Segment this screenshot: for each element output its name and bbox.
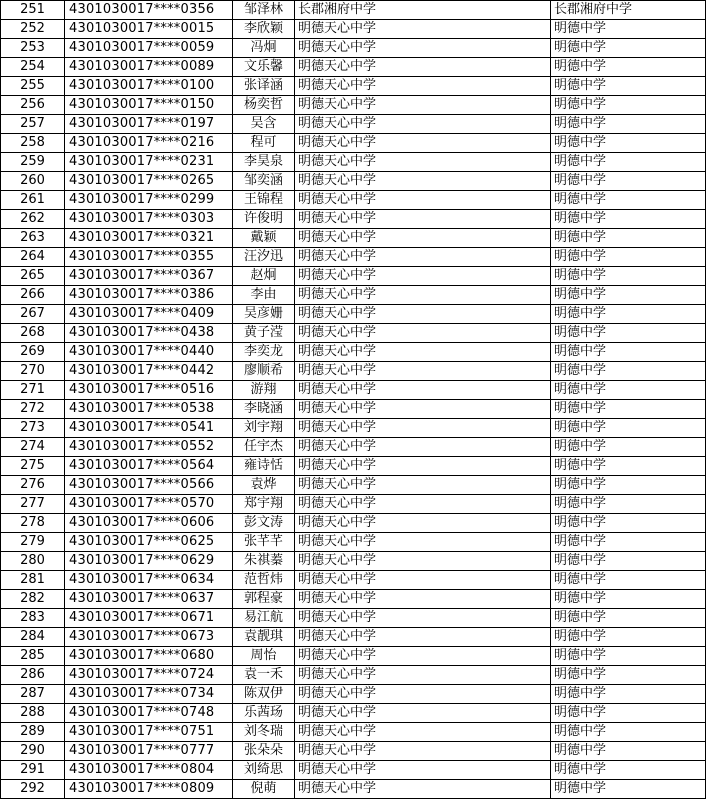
graduating-school-cell: 明德天心中学 xyxy=(295,153,551,172)
graduating-school-cell: 明德天心中学 xyxy=(295,457,551,476)
row-number-cell: 279 xyxy=(1,533,65,552)
row-number-cell: 262 xyxy=(1,210,65,229)
admitted-school-cell: 明德中学 xyxy=(551,229,706,248)
student-id-cell: 4301030017****0634 xyxy=(65,571,233,590)
table-row xyxy=(1,191,706,210)
student-name-cell: 朱祺蓁 xyxy=(233,552,295,571)
table-row xyxy=(1,419,706,438)
table-row xyxy=(1,457,706,476)
student-name-cell: 易江航 xyxy=(233,609,295,628)
graduating-school-cell: 明德天心中学 xyxy=(295,381,551,400)
table-row xyxy=(1,628,706,647)
student-name-cell: 郭程豪 xyxy=(233,590,295,609)
student-id-cell: 4301030017****0299 xyxy=(65,191,233,210)
graduating-school-cell: 明德天心中学 xyxy=(295,419,551,438)
graduating-school-cell: 明德天心中学 xyxy=(295,134,551,153)
graduating-school-cell: 明德天心中学 xyxy=(295,191,551,210)
graduating-school-cell: 明德天心中学 xyxy=(295,229,551,248)
graduating-school-cell: 明德天心中学 xyxy=(295,400,551,419)
student-name-cell: 邹泽林 xyxy=(233,1,295,20)
admitted-school-cell: 明德中学 xyxy=(551,20,706,39)
graduating-school-cell: 明德天心中学 xyxy=(295,666,551,685)
student-id-cell: 4301030017****0680 xyxy=(65,647,233,666)
row-number-cell: 263 xyxy=(1,229,65,248)
row-number-cell: 271 xyxy=(1,381,65,400)
row-number-cell: 292 xyxy=(1,780,65,799)
student-id-cell: 4301030017****0673 xyxy=(65,628,233,647)
row-number-cell: 260 xyxy=(1,172,65,191)
student-name-cell: 许俊明 xyxy=(233,210,295,229)
student-id-cell: 4301030017****0804 xyxy=(65,761,233,780)
student-name-cell: 周怡 xyxy=(233,647,295,666)
row-number-cell: 282 xyxy=(1,590,65,609)
table-row xyxy=(1,20,706,39)
graduating-school-cell: 明德天心中学 xyxy=(295,210,551,229)
student-name-cell: 李晓涵 xyxy=(233,400,295,419)
graduating-school-cell: 明德天心中学 xyxy=(295,609,551,628)
admitted-school-cell: 明德中学 xyxy=(551,514,706,533)
row-number-cell: 255 xyxy=(1,77,65,96)
graduating-school-cell: 明德天心中学 xyxy=(295,571,551,590)
student-name-cell: 倪萌 xyxy=(233,780,295,799)
student-id-cell: 4301030017****0015 xyxy=(65,20,233,39)
graduating-school-cell: 明德天心中学 xyxy=(295,761,551,780)
admitted-school-cell: 明德中学 xyxy=(551,628,706,647)
graduating-school-cell: 明德天心中学 xyxy=(295,723,551,742)
admitted-school-cell: 明德中学 xyxy=(551,58,706,77)
table-row xyxy=(1,153,706,172)
row-number-cell: 267 xyxy=(1,305,65,324)
admitted-school-cell: 明德中学 xyxy=(551,761,706,780)
row-number-cell: 265 xyxy=(1,267,65,286)
graduating-school-cell: 明德天心中学 xyxy=(295,172,551,191)
graduating-school-cell: 明德天心中学 xyxy=(295,438,551,457)
admitted-school-cell: 明德中学 xyxy=(551,552,706,571)
admitted-school-cell: 明德中学 xyxy=(551,438,706,457)
table-body xyxy=(1,1,706,799)
student-id-cell: 4301030017****0606 xyxy=(65,514,233,533)
student-name-cell: 郑宇翔 xyxy=(233,495,295,514)
student-id-cell: 4301030017****0538 xyxy=(65,400,233,419)
student-name-cell: 吴含 xyxy=(233,115,295,134)
student-id-cell: 4301030017****0100 xyxy=(65,77,233,96)
table-row xyxy=(1,552,706,571)
table-row xyxy=(1,742,706,761)
student-id-cell: 4301030017****0059 xyxy=(65,39,233,58)
table-row xyxy=(1,134,706,153)
admitted-school-cell: 明德中学 xyxy=(551,571,706,590)
student-id-cell: 4301030017****0265 xyxy=(65,172,233,191)
table-row xyxy=(1,400,706,419)
table-row xyxy=(1,514,706,533)
admitted-school-cell: 明德中学 xyxy=(551,77,706,96)
cut-off-row xyxy=(0,798,705,803)
row-number-cell: 257 xyxy=(1,115,65,134)
student-id-cell: 4301030017****0671 xyxy=(65,609,233,628)
graduating-school-cell: 明德天心中学 xyxy=(295,476,551,495)
graduating-school-cell: 明德天心中学 xyxy=(295,685,551,704)
admitted-school-cell: 明德中学 xyxy=(551,780,706,799)
row-number-cell: 254 xyxy=(1,58,65,77)
student-name-cell: 袁靓琪 xyxy=(233,628,295,647)
student-name-cell: 陈双伊 xyxy=(233,685,295,704)
student-name-cell: 袁烨 xyxy=(233,476,295,495)
student-id-cell: 4301030017****0356 xyxy=(65,1,233,20)
student-name-cell: 任宇杰 xyxy=(233,438,295,457)
student-id-cell: 4301030017****0409 xyxy=(65,305,233,324)
row-number-cell: 280 xyxy=(1,552,65,571)
graduating-school-cell: 明德天心中学 xyxy=(295,343,551,362)
student-name-cell: 冯炯 xyxy=(233,39,295,58)
table-row xyxy=(1,286,706,305)
student-id-cell: 4301030017****0355 xyxy=(65,248,233,267)
student-name-cell: 张译涵 xyxy=(233,77,295,96)
student-id-cell: 4301030017****0734 xyxy=(65,685,233,704)
table-row xyxy=(1,571,706,590)
student-name-cell: 乐茜玚 xyxy=(233,704,295,723)
admitted-school-cell: 明德中学 xyxy=(551,115,706,134)
student-name-cell: 程可 xyxy=(233,134,295,153)
admitted-school-cell: 明德中学 xyxy=(551,457,706,476)
table-row xyxy=(1,229,706,248)
admitted-school-cell: 明德中学 xyxy=(551,381,706,400)
admitted-school-cell: 明德中学 xyxy=(551,742,706,761)
student-name-cell: 杨奕哲 xyxy=(233,96,295,115)
student-id-cell: 4301030017****0516 xyxy=(65,381,233,400)
student-id-cell: 4301030017****0089 xyxy=(65,58,233,77)
graduating-school-cell: 明德天心中学 xyxy=(295,267,551,286)
student-id-cell: 4301030017****0552 xyxy=(65,438,233,457)
student-id-cell: 4301030017****0637 xyxy=(65,590,233,609)
student-id-cell: 4301030017****0197 xyxy=(65,115,233,134)
row-number-cell: 290 xyxy=(1,742,65,761)
row-number-cell: 269 xyxy=(1,343,65,362)
table-row xyxy=(1,381,706,400)
student-id-cell: 4301030017****0625 xyxy=(65,533,233,552)
student-name-cell: 文乐馨 xyxy=(233,58,295,77)
student-id-cell: 4301030017****0367 xyxy=(65,267,233,286)
student-name-cell: 张芊芊 xyxy=(233,533,295,552)
row-number-cell: 274 xyxy=(1,438,65,457)
table-row xyxy=(1,666,706,685)
student-name-cell: 李由 xyxy=(233,286,295,305)
graduating-school-cell: 明德天心中学 xyxy=(295,780,551,799)
graduating-school-cell: 明德天心中学 xyxy=(295,552,551,571)
table-row xyxy=(1,476,706,495)
admitted-school-cell: 明德中学 xyxy=(551,324,706,343)
admitted-school-cell: 明德中学 xyxy=(551,134,706,153)
table-row xyxy=(1,172,706,191)
student-name-cell: 戴颖 xyxy=(233,229,295,248)
table-row xyxy=(1,39,706,58)
row-number-cell: 266 xyxy=(1,286,65,305)
row-number-cell: 256 xyxy=(1,96,65,115)
graduating-school-cell: 明德天心中学 xyxy=(295,96,551,115)
student-name-cell: 张朵朵 xyxy=(233,742,295,761)
student-name-cell: 雍诗恬 xyxy=(233,457,295,476)
graduating-school-cell: 明德天心中学 xyxy=(295,115,551,134)
admitted-school-cell: 明德中学 xyxy=(551,704,706,723)
table-row xyxy=(1,305,706,324)
admitted-school-cell: 明德中学 xyxy=(551,666,706,685)
row-number-cell: 289 xyxy=(1,723,65,742)
row-number-cell: 286 xyxy=(1,666,65,685)
row-number-cell: 261 xyxy=(1,191,65,210)
student-id-cell: 4301030017****0777 xyxy=(65,742,233,761)
student-id-cell: 4301030017****0438 xyxy=(65,324,233,343)
student-id-cell: 4301030017****0564 xyxy=(65,457,233,476)
table-row xyxy=(1,324,706,343)
table-row xyxy=(1,723,706,742)
row-number-cell: 253 xyxy=(1,39,65,58)
admitted-school-cell: 明德中学 xyxy=(551,305,706,324)
student-id-cell: 4301030017****0216 xyxy=(65,134,233,153)
row-number-cell: 291 xyxy=(1,761,65,780)
table-row xyxy=(1,1,706,20)
table-row xyxy=(1,343,706,362)
row-number-cell: 251 xyxy=(1,1,65,20)
graduating-school-cell: 明德天心中学 xyxy=(295,324,551,343)
row-number-cell: 284 xyxy=(1,628,65,647)
row-number-cell: 285 xyxy=(1,647,65,666)
table-row xyxy=(1,210,706,229)
graduating-school-cell: 明德天心中学 xyxy=(295,39,551,58)
student-name-cell: 刘冬瑞 xyxy=(233,723,295,742)
graduating-school-cell: 明德天心中学 xyxy=(295,58,551,77)
admitted-school-cell: 明德中学 xyxy=(551,476,706,495)
student-name-cell: 黄子滢 xyxy=(233,324,295,343)
graduating-school-cell: 明德天心中学 xyxy=(295,495,551,514)
row-number-cell: 275 xyxy=(1,457,65,476)
student-id-cell: 4301030017****0541 xyxy=(65,419,233,438)
row-number-cell: 276 xyxy=(1,476,65,495)
student-name-cell: 吴彦姗 xyxy=(233,305,295,324)
student-name-cell: 刘绮思 xyxy=(233,761,295,780)
graduating-school-cell: 明德天心中学 xyxy=(295,286,551,305)
table-row xyxy=(1,96,706,115)
graduating-school-cell: 明德天心中学 xyxy=(295,305,551,324)
row-number-cell: 270 xyxy=(1,362,65,381)
student-id-cell: 4301030017****0629 xyxy=(65,552,233,571)
student-id-cell: 4301030017****0303 xyxy=(65,210,233,229)
row-number-cell: 283 xyxy=(1,609,65,628)
admitted-school-cell: 明德中学 xyxy=(551,362,706,381)
admitted-school-cell: 明德中学 xyxy=(551,590,706,609)
student-id-cell: 4301030017****0570 xyxy=(65,495,233,514)
graduating-school-cell: 明德天心中学 xyxy=(295,533,551,552)
admitted-school-cell: 明德中学 xyxy=(551,153,706,172)
student-name-cell: 游翔 xyxy=(233,381,295,400)
graduating-school-cell: 明德天心中学 xyxy=(295,514,551,533)
graduating-school-cell: 明德天心中学 xyxy=(295,20,551,39)
table-row xyxy=(1,533,706,552)
student-id-cell: 4301030017****0724 xyxy=(65,666,233,685)
student-id-cell: 4301030017****0440 xyxy=(65,343,233,362)
student-name-cell: 王锦程 xyxy=(233,191,295,210)
row-number-cell: 264 xyxy=(1,248,65,267)
row-number-cell: 273 xyxy=(1,419,65,438)
table-row xyxy=(1,704,706,723)
admitted-school-cell: 明德中学 xyxy=(551,39,706,58)
table-row xyxy=(1,780,706,799)
row-number-cell: 252 xyxy=(1,20,65,39)
table-row xyxy=(1,115,706,134)
row-number-cell: 287 xyxy=(1,685,65,704)
table-row xyxy=(1,495,706,514)
row-number-cell: 258 xyxy=(1,134,65,153)
graduating-school-cell: 明德天心中学 xyxy=(295,704,551,723)
row-number-cell: 281 xyxy=(1,571,65,590)
student-name-cell: 刘宇翔 xyxy=(233,419,295,438)
student-id-cell: 4301030017****0751 xyxy=(65,723,233,742)
student-name-cell: 彭文涛 xyxy=(233,514,295,533)
admitted-school-cell: 明德中学 xyxy=(551,723,706,742)
table-row xyxy=(1,647,706,666)
admitted-school-cell: 明德中学 xyxy=(551,267,706,286)
graduating-school-cell: 明德天心中学 xyxy=(295,590,551,609)
student-id-cell: 4301030017****0150 xyxy=(65,96,233,115)
admitted-school-cell: 明德中学 xyxy=(551,96,706,115)
row-number-cell: 278 xyxy=(1,514,65,533)
admitted-school-cell: 明德中学 xyxy=(551,647,706,666)
table-row xyxy=(1,58,706,77)
student-id-cell: 4301030017****0231 xyxy=(65,153,233,172)
graduating-school-cell: 明德天心中学 xyxy=(295,77,551,96)
admitted-school-cell: 明德中学 xyxy=(551,533,706,552)
student-name-cell: 李奕龙 xyxy=(233,343,295,362)
admitted-school-cell: 明德中学 xyxy=(551,609,706,628)
graduating-school-cell: 明德天心中学 xyxy=(295,647,551,666)
admitted-school-cell: 明德中学 xyxy=(551,286,706,305)
table-row xyxy=(1,248,706,267)
admitted-school-cell: 明德中学 xyxy=(551,685,706,704)
student-name-cell: 廖顺希 xyxy=(233,362,295,381)
admitted-school-cell: 明德中学 xyxy=(551,495,706,514)
table-row xyxy=(1,438,706,457)
student-name-cell: 邹奕涵 xyxy=(233,172,295,191)
student-id-cell: 4301030017****0442 xyxy=(65,362,233,381)
graduating-school-cell: 明德天心中学 xyxy=(295,362,551,381)
row-number-cell: 288 xyxy=(1,704,65,723)
table-row xyxy=(1,590,706,609)
graduating-school-cell: 长郡湘府中学 xyxy=(295,1,551,20)
student-name-cell: 李欣颖 xyxy=(233,20,295,39)
student-name-cell: 袁一禾 xyxy=(233,666,295,685)
student-id-cell: 4301030017****0566 xyxy=(65,476,233,495)
row-number-cell: 277 xyxy=(1,495,65,514)
student-name-cell: 李昊泉 xyxy=(233,153,295,172)
table-row xyxy=(1,77,706,96)
admitted-school-cell: 明德中学 xyxy=(551,248,706,267)
admitted-school-cell: 明德中学 xyxy=(551,191,706,210)
student-id-cell: 4301030017****0809 xyxy=(65,780,233,799)
student-id-cell: 4301030017****0321 xyxy=(65,229,233,248)
graduating-school-cell: 明德天心中学 xyxy=(295,248,551,267)
admitted-school-cell: 长郡湘府中学 xyxy=(551,1,706,20)
admitted-school-cell: 明德中学 xyxy=(551,172,706,191)
admitted-school-cell: 明德中学 xyxy=(551,419,706,438)
student-id-cell: 4301030017****0386 xyxy=(65,286,233,305)
student-name-cell: 汪汐迅 xyxy=(233,248,295,267)
graduating-school-cell: 明德天心中学 xyxy=(295,742,551,761)
admitted-school-cell: 明德中学 xyxy=(551,210,706,229)
student-name-cell: 范哲炜 xyxy=(233,571,295,590)
admitted-school-cell: 明德中学 xyxy=(551,400,706,419)
table-row xyxy=(1,761,706,780)
row-number-cell: 272 xyxy=(1,400,65,419)
table-row xyxy=(1,609,706,628)
table-row xyxy=(1,685,706,704)
student-name-cell: 赵炯 xyxy=(233,267,295,286)
admitted-school-cell: 明德中学 xyxy=(551,343,706,362)
row-number-cell: 268 xyxy=(1,324,65,343)
table-row xyxy=(1,267,706,286)
table-row xyxy=(1,362,706,381)
student-id-cell: 4301030017****0748 xyxy=(65,704,233,723)
graduating-school-cell: 明德天心中学 xyxy=(295,628,551,647)
row-number-cell: 259 xyxy=(1,153,65,172)
